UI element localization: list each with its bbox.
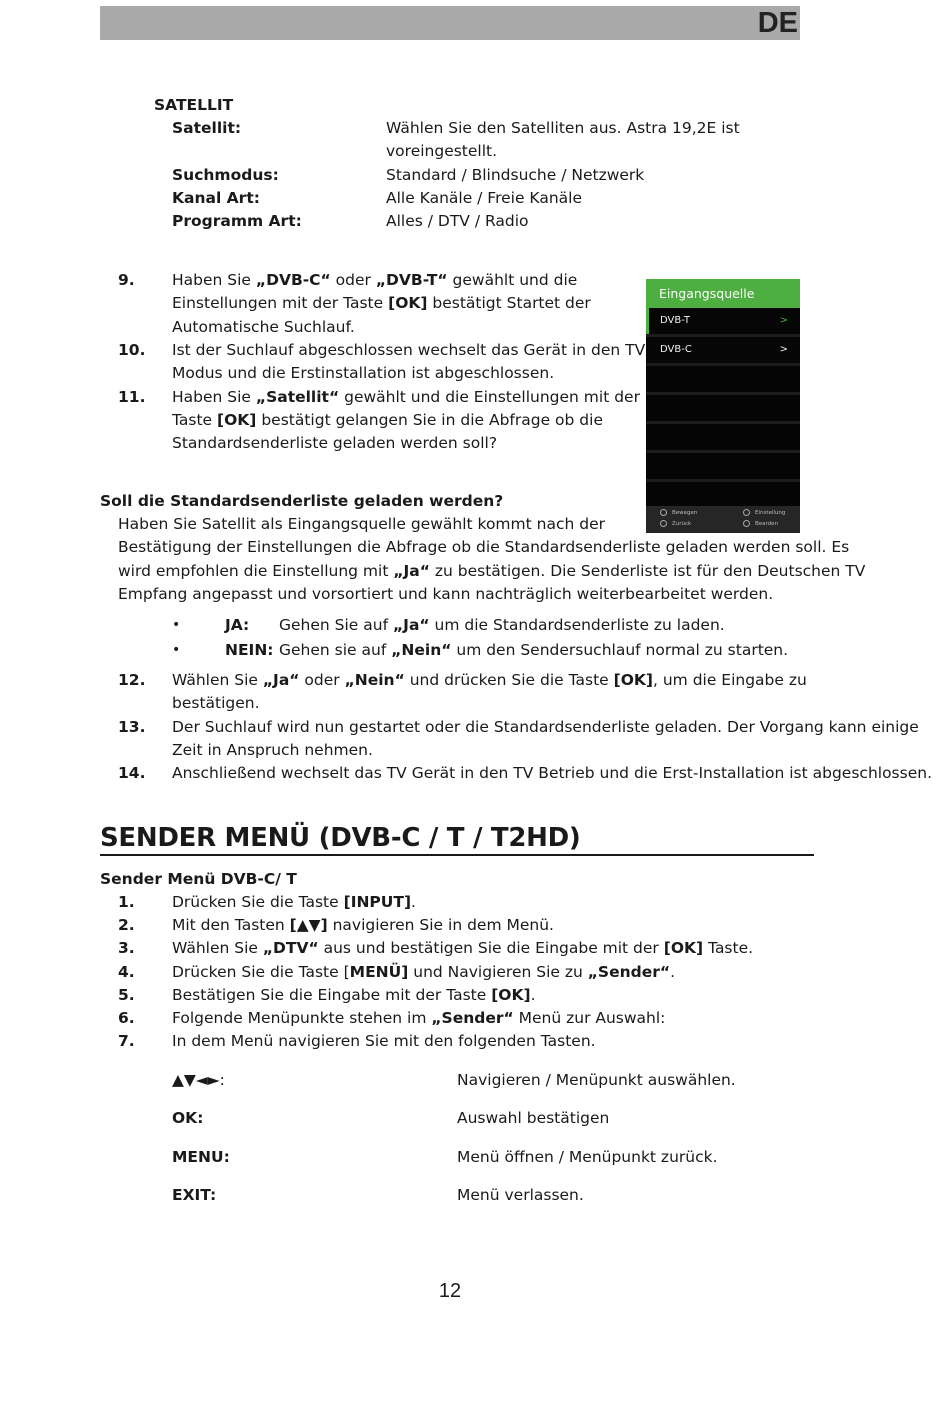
step-number: 5.: [118, 985, 135, 1004]
bullet-key: JA:: [225, 616, 250, 634]
step-number: 6.: [118, 1009, 135, 1027]
tv-hint-edit: Bearden: [743, 520, 778, 529]
step-text: Haben Sie „DVB-C“ oder „DVB-T“ gewählt und die: [172, 271, 578, 289]
header-bar: [100, 6, 800, 40]
tv-menu-item-label: DVB-T: [660, 315, 691, 326]
tv-menu-item-dvb-c: [646, 337, 800, 363]
step-text: Taste [OK] bestätigt gelangen Sie in die Abfrage ob die: [172, 410, 603, 429]
step-number: 2.: [118, 916, 135, 935]
bullet-text: Gehen sie auf „Nein“ um den Sendersuchlauf normal zu starten.: [279, 641, 789, 659]
language-code: DE: [757, 7, 798, 39]
step-text: Anschließend wechselt das TV Gerät in den TV Betrieb und die Erst-Installation ist abgeschlossen.: [172, 764, 932, 783]
step-text: Einstellungen mit der Taste [OK] bestätigt Startet der: [172, 294, 591, 313]
paragraph-line: Empfang angepasst und vorsortiert und kann nachträglich weiterbearbeitet werden.: [118, 585, 774, 603]
step-text: Modus und die Erstinstallation ist abgeschlossen.: [172, 364, 555, 383]
step-text: bestätigen.: [172, 694, 260, 713]
satellit-key: Satellit:: [172, 119, 242, 137]
section-title: SENDER MENÜ (DVB-C / T / T2HD): [100, 823, 581, 853]
step-text: Haben Sie „Satellit“ gewählt und die Einstellungen mit der: [172, 387, 640, 406]
key-description: Navigieren / Menüpunkt auswählen.: [457, 1071, 736, 1089]
tv-hint-setting: Einstellung: [743, 509, 785, 518]
standard-list-heading: Soll die Standardsenderliste geladen werden?: [100, 492, 504, 510]
paragraph-line: Bestätigung der Einstellungen die Abfrage ob die Standardsenderliste geladen werden soll. Es: [118, 538, 850, 556]
bullet-key: NEIN:: [225, 641, 274, 659]
step-number: 1.: [118, 893, 135, 911]
key-name: MENU:: [172, 1148, 230, 1166]
step-text: Drücken Sie die Taste [MENÜ] und Navigieren Sie zu „Sender“.: [172, 962, 676, 981]
tv-menu-empty-row: [646, 453, 800, 479]
tv-menu-item-label: DVB-C: [660, 344, 692, 355]
bullet-icon: •: [172, 642, 181, 658]
step-text: Ist der Suchlauf abgeschlossen wechselt das Gerät in den TV: [172, 340, 646, 359]
step-number: 11.: [118, 387, 146, 406]
step-number: 10.: [118, 340, 146, 359]
section-subheading: Sender Menü DVB-C/ T: [100, 870, 297, 888]
step-text: Der Suchlauf wird nun gestartet oder die Standardsenderliste geladen. Der Vorgang kann einige: [172, 717, 919, 736]
paragraph-line: Haben Sie Satellit als Eingangsquelle gewählt kommt nach der: [118, 515, 605, 533]
suchmodus-value: Standard / Blindsuche / Netzwerk: [386, 166, 645, 184]
bullet-text: Gehen Sie auf „Ja“ um die Standardsenderliste zu laden.: [279, 616, 725, 634]
step-text: In dem Menü navigieren Sie mit den folgenden Tasten.: [172, 1032, 596, 1051]
tv-menu-empty-row: [646, 482, 800, 508]
step-text: Automatische Suchlauf.: [172, 317, 355, 336]
key-name: EXIT:: [172, 1186, 217, 1204]
programm-art-key: Programm Art:: [172, 212, 302, 230]
page-number: 12: [438, 1280, 462, 1302]
key-name: OK:: [172, 1109, 204, 1127]
step-number: 7.: [118, 1032, 135, 1051]
step-text: Wählen Sie „Ja“ oder „Nein“ und drücken Sie die Taste [OK], um die Eingabe zu: [172, 671, 807, 689]
back-icon: [660, 520, 667, 527]
step-number: 9.: [118, 271, 135, 289]
suchmodus-key: Suchmodus:: [172, 166, 279, 184]
step-text: Wählen Sie „DTV“ aus und bestätigen Sie die Eingabe mit der [OK] Taste.: [172, 939, 754, 958]
setting-icon: [743, 509, 750, 516]
key-description: Auswahl bestätigen: [457, 1109, 610, 1127]
kanal-art-value: Alle Kanäle / Freie Kanäle: [386, 189, 582, 207]
chevron-right-icon: >: [779, 344, 788, 355]
step-number: 4.: [118, 962, 135, 981]
step-number: 12.: [118, 671, 146, 689]
paragraph-line: wird empfohlen die Einstellung mit „Ja“ zu bestätigen. Die Senderliste ist für den Deutschen TV: [118, 562, 866, 580]
step-text: Mit den Tasten [▲▼] navigieren Sie in dem Menü.: [172, 916, 554, 935]
satellit-heading: SATELLIT: [154, 96, 234, 114]
key-name: ▲▼◄►:: [172, 1071, 225, 1089]
step-number: 13.: [118, 717, 146, 736]
key-description: Menü verlassen.: [457, 1186, 584, 1204]
section-underline: [100, 854, 814, 856]
step-text: Bestätigen Sie die Eingabe mit der Taste [OK].: [172, 985, 536, 1004]
kanal-art-key: Kanal Art:: [172, 189, 260, 207]
tv-menu-empty-row: [646, 395, 800, 421]
tv-menu-title: Eingangsquelle: [646, 279, 800, 308]
move-icon: [660, 509, 667, 516]
tv-menu-empty-row: [646, 366, 800, 392]
tv-hint-move: Bewegen: [660, 509, 697, 518]
step-text: Drücken Sie die Taste [INPUT].: [172, 893, 416, 911]
tv-menu-item-dvb-t: [646, 308, 800, 334]
programm-art-value: Alles / DTV / Radio: [386, 212, 529, 230]
tv-menu-empty-row: [646, 424, 800, 450]
step-text: Zeit in Anspruch nehmen.: [172, 740, 373, 759]
tv-menu-footer: [646, 506, 800, 533]
satellit-value-cont: voreingestellt.: [386, 142, 498, 160]
key-description: Menü öffnen / Menüpunkt zurück.: [457, 1148, 718, 1166]
step-text: Folgende Menüpunkte stehen im „Sender“ Menü zur Auswahl:: [172, 1009, 666, 1027]
step-number: 3.: [118, 939, 135, 958]
tv-hint-back: Zurück: [660, 520, 691, 529]
step-number: 14.: [118, 764, 146, 783]
edit-icon: [743, 520, 750, 527]
step-text: Standardsenderliste geladen werden soll?: [172, 434, 498, 453]
chevron-right-icon: >: [779, 315, 788, 326]
input-source-menu-screenshot: [646, 279, 800, 533]
bullet-icon: •: [172, 617, 181, 633]
satellit-value: Wählen Sie den Satelliten aus. Astra 19,2E ist: [386, 119, 740, 137]
